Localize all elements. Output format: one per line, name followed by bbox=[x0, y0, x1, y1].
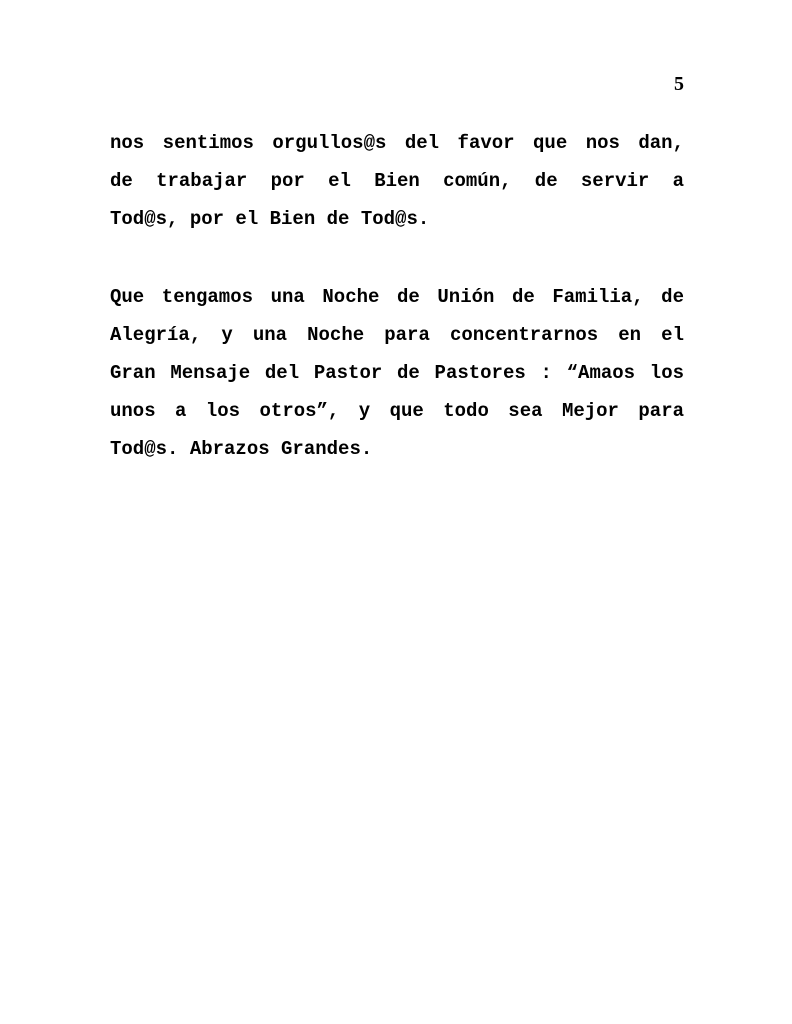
paragraph-2 bbox=[110, 278, 684, 468]
paragraph-1-line-1: nos sentimos orgullos@s del favor que nos dan, bbox=[110, 132, 684, 154]
paragraph-1 bbox=[110, 124, 684, 238]
paragraph-1-line-2: de trabajar por el Bien común, de servir a bbox=[110, 170, 684, 192]
paragraph-1-line-3: Tod@s, por el Bien de Tod@s. bbox=[110, 208, 430, 230]
paragraph-2-line-3: Gran Mensaje del Pastor de Pastores : “Amaos los bbox=[110, 362, 684, 384]
paragraph-2-line-4: unos a los otros”, y que todo sea Mejor para bbox=[110, 400, 684, 422]
paragraph-2-line-2: Alegría, y una Noche para concentrarnos en el bbox=[110, 324, 684, 346]
paragraph-2-line-1: Que tengamos una Noche de Unión de Familia, de bbox=[110, 286, 684, 308]
page-number: 5 bbox=[674, 73, 684, 95]
paragraph-2-line-5: Tod@s. Abrazos Grandes. bbox=[110, 438, 373, 460]
